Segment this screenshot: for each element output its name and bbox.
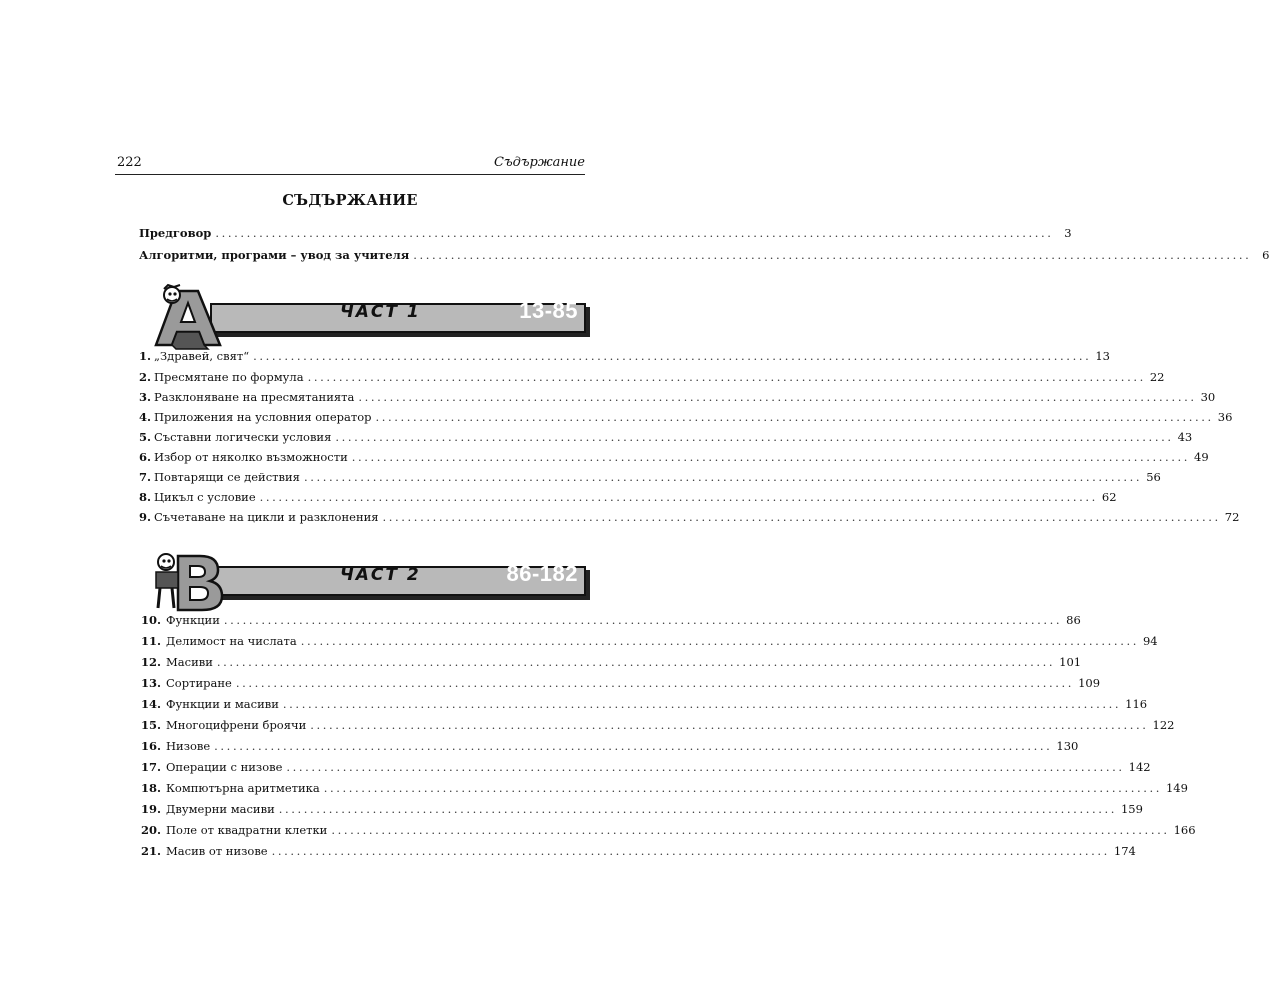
entry-title: Масиви	[166, 655, 213, 669]
dot-leader: ......................................................................................................................................	[300, 634, 1139, 648]
entry-title: Двумерни масиви	[166, 802, 275, 816]
dot-leader: ......................................................................................................................................	[253, 349, 1092, 363]
toc-entry[interactable]	[139, 844, 1136, 862]
page-number: 222	[117, 155, 142, 170]
dot-leader: ......................................................................................................................................	[307, 370, 1146, 384]
entry-page: 142	[1128, 760, 1151, 774]
chapter-number: 5.	[139, 430, 152, 444]
toc-entry[interactable]	[139, 634, 1158, 652]
toc-entry[interactable]	[139, 450, 1209, 468]
entry-title: Повтарящи се действия	[154, 470, 300, 484]
entry-title: Функции	[166, 613, 220, 627]
part-2-banner[interactable]	[150, 548, 586, 618]
dot-leader: ......................................................................................................................................	[310, 718, 1149, 732]
entry-page: 122	[1152, 718, 1175, 732]
chapter-number: 8.	[139, 490, 152, 504]
chapter-number: 4.	[139, 410, 152, 424]
toc-entry[interactable]	[139, 697, 1148, 715]
entry-title: Алгоритми, програми – увод за учителя	[139, 248, 410, 262]
entry-page: 109	[1078, 676, 1101, 690]
chapter-number: 6.	[139, 450, 152, 464]
entry-title: „Здравей, свят“	[154, 349, 250, 363]
dot-leader: ......................................................................................................................................	[214, 739, 1053, 753]
chapter-number: 21.	[140, 844, 161, 858]
entry-title: Компютърна аритметика	[166, 781, 320, 795]
toc-entry[interactable]	[139, 390, 1216, 408]
toc-entry[interactable]	[139, 781, 1188, 799]
toc-entry[interactable]	[139, 613, 1081, 631]
entry-title: Сортиране	[166, 676, 232, 690]
toc-entry[interactable]	[139, 349, 1110, 367]
entry-title: Приложения на условния оператор	[154, 410, 372, 424]
running-header	[115, 150, 585, 175]
letter-b-mascot-icon	[150, 548, 232, 618]
entry-page: 6	[1262, 248, 1269, 262]
page-range: 13-85	[519, 298, 578, 323]
chapter-number: 3.	[139, 390, 152, 404]
dot-leader: ......................................................................................................................................	[303, 470, 1143, 484]
entry-title: Пресмятане по формула	[154, 370, 304, 384]
toc-entry[interactable]	[139, 430, 1193, 448]
dot-leader: ......................................................................................................................................	[382, 510, 1221, 524]
entry-title: Цикъл с условие	[154, 490, 256, 504]
toc-entry[interactable]	[139, 802, 1143, 820]
chapter-number: 13.	[140, 676, 161, 690]
dot-leader: ......................................................................................................................................	[331, 823, 1170, 837]
entry-page: 86	[1066, 613, 1081, 627]
entry-page: 49	[1194, 450, 1209, 464]
entry-page: 3	[1064, 226, 1072, 240]
chapter-number: 18.	[140, 781, 161, 795]
chapter-number: 2.	[139, 370, 152, 384]
toc-entry[interactable]	[139, 823, 1196, 841]
toc-entry[interactable]	[139, 490, 1117, 508]
dot-leader: ......................................................................................................................................	[271, 844, 1110, 858]
chapter-number: 17.	[140, 760, 161, 774]
letter-a-mascot-icon	[150, 285, 232, 355]
entry-title: Функции и масиви	[166, 697, 279, 711]
entry-page: 30	[1200, 390, 1216, 404]
section-name: Съдържание	[494, 155, 585, 170]
part-label: ЧАСТ 1	[340, 302, 421, 322]
dot-leader: ......................................................................................................................................	[215, 226, 1054, 240]
entry-title: Многоцифрени броячи	[166, 718, 307, 732]
chapter-number: 9.	[139, 510, 152, 524]
entry-title: Предговор	[139, 226, 212, 240]
part-label: ЧАСТ 2	[340, 565, 421, 585]
chapter-number: 10.	[140, 613, 161, 627]
chapter-number: 14.	[140, 697, 161, 711]
entry-page: 159	[1120, 802, 1143, 816]
toc-entry[interactable]	[139, 410, 1233, 428]
dot-leader: ......................................................................................................................................	[286, 760, 1125, 774]
entry-title: Операции с низове	[166, 760, 283, 774]
entry-title: Съчетаване на цикли и разклонения	[154, 510, 379, 524]
entry-title: Разклоняване на пресмятанията	[154, 390, 355, 404]
chapter-number: 11.	[140, 634, 161, 648]
toc-entry[interactable]	[139, 718, 1175, 736]
dot-leader: ......................................................................................................................................	[259, 490, 1098, 504]
entry-page: 166	[1173, 823, 1196, 837]
chapter-number: 15.	[140, 718, 161, 732]
entry-page: 62	[1101, 490, 1117, 504]
entry-page: 149	[1165, 781, 1188, 795]
entry-page: 130	[1056, 739, 1079, 753]
dot-leader: ......................................................................................................................................	[375, 410, 1214, 424]
entry-page: 72	[1224, 510, 1240, 524]
page-range: 86-182	[506, 561, 578, 586]
toc-entry[interactable]	[139, 760, 1151, 778]
entry-page: 101	[1059, 655, 1082, 669]
dot-leader: ......................................................................................................................................	[235, 676, 1075, 690]
dot-leader: ......................................................................................................................................	[358, 390, 1197, 404]
entry-page: 56	[1146, 470, 1161, 484]
entry-page: 174	[1113, 844, 1136, 858]
page-title: СЪДЪРЖАНИЕ	[282, 192, 418, 209]
toc-entry[interactable]	[139, 510, 1240, 528]
entry-title: Низове	[166, 739, 211, 753]
chapter-number: 16.	[140, 739, 161, 753]
entry-page: 43	[1177, 430, 1193, 444]
chapter-number: 1.	[139, 349, 152, 363]
entry-page: 13	[1095, 349, 1110, 363]
toc-entry[interactable]	[139, 676, 1101, 694]
dot-leader: ......................................................................................................................................	[351, 450, 1191, 464]
dot-leader: ......................................................................................................................................	[278, 802, 1117, 816]
entry-page: 94	[1142, 634, 1158, 648]
entry-page: 116	[1125, 697, 1148, 711]
entry-title: Избор от няколко възможности	[154, 450, 348, 464]
toc-entry[interactable]	[139, 739, 1079, 757]
dot-leader: ......................................................................................................................................	[323, 781, 1162, 795]
entry-title: Масив от низове	[166, 844, 268, 858]
toc-entry[interactable]	[139, 655, 1082, 673]
entry-page: 22	[1149, 370, 1165, 384]
chapter-number: 19.	[140, 802, 161, 816]
dot-leader: ......................................................................................................................................	[413, 248, 1252, 262]
chapter-number: 7.	[139, 470, 152, 484]
toc-entry[interactable]	[139, 370, 1165, 388]
entry-title: Поле от квадратни клетки	[166, 823, 328, 837]
part-1-banner[interactable]	[150, 285, 586, 355]
chapter-number: 20.	[140, 823, 161, 837]
toc-entry[interactable]	[139, 470, 1161, 488]
dot-leader: ......................................................................................................................................	[223, 613, 1063, 627]
dot-leader: ......................................................................................................................................	[216, 655, 1056, 669]
entry-page: 36	[1217, 410, 1233, 424]
entry-title: Съставни логически условия	[154, 430, 332, 444]
entry-title: Делимост на числата	[166, 634, 297, 648]
dot-leader: ......................................................................................................................................	[335, 430, 1174, 444]
toc-entry-preface[interactable]	[139, 226, 1072, 244]
toc-entry-algorithms[interactable]	[139, 248, 1269, 266]
chapter-number: 12.	[140, 655, 161, 669]
dot-leader: ......................................................................................................................................	[282, 697, 1122, 711]
